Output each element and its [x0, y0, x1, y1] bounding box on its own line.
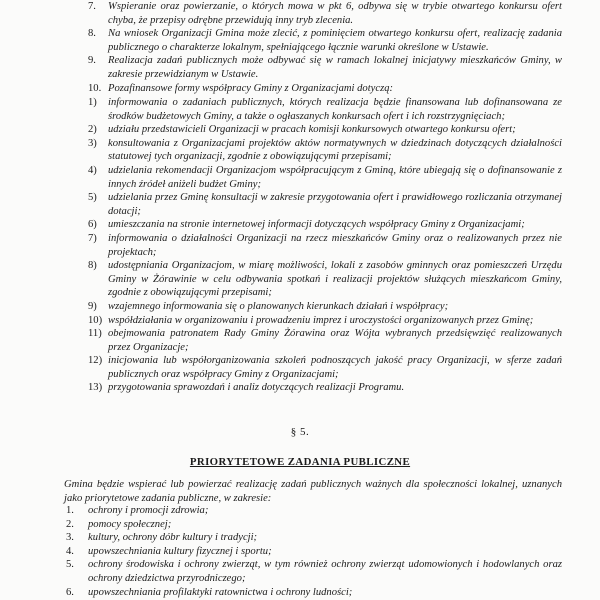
point-text: Realizacja zadań publicznych może odbywać się w ramach lokalnej inicjatywy mieszkańców Gminy, w zakresie przewidzianym w Ustawie.	[108, 55, 562, 80]
item-number: 11)	[88, 328, 102, 340]
item-number: 4)	[88, 164, 97, 176]
item-number: 2.	[66, 518, 74, 530]
list-item	[64, 504, 562, 518]
list-item	[88, 164, 562, 191]
item-number: 3)	[88, 137, 97, 149]
item-number: 10)	[88, 314, 103, 326]
section-intro: Gmina będzie wspierać lub powierzać realizację zadań publicznych ważnych dla społeczności lokalnej, uznanych jako priorytetowe zadania publiczne, w zakresie:	[64, 479, 562, 504]
point-number: 8.	[88, 28, 96, 40]
item-number: 2)	[88, 124, 97, 136]
point-text: Wspieranie oraz powierzanie, o których mowa w pkt 6, odbywa się w trybie otwartego konkursu ofert chyba, że przepisy odrębne przewidują inny tryb zlecenia.	[108, 1, 562, 26]
item-text: udostępniania Organizacjom, w miarę możliwości, lokali z zasobów gminnych oraz pomieszczeń Urzędu Gminy w Żórawinie w celu odbywania spotkań i realizacji projektów służących mieszkańcom Gminy, zgodnie z obowiązującymi przepisami;	[108, 260, 562, 299]
item-text: inicjowania lub współorganizowania szkoleń podnoszących jakość pracy Organizacji, w sferze zadań publicznych oraz współpracy Gminy z Organizacjami;	[108, 355, 562, 380]
item-text: współdziałania w organizowaniu i prowadzeniu imprez i uroczystości organizowanych przez Gminę;	[108, 314, 534, 326]
point-number: 10.	[88, 82, 102, 94]
list-item	[64, 558, 562, 585]
item-number: 8)	[88, 260, 97, 272]
item-number: 5)	[88, 192, 97, 204]
point-number: 9.	[88, 55, 96, 67]
item-number: 6.	[66, 586, 74, 598]
point-text: Na wniosek Organizacji Gmina może zlecić, z pominięciem otwartego konkursu ofert, realizację zadania publicznego o charakterze lokalnym, spełniającego łącznie warunki określone w Ustawie.	[108, 28, 562, 53]
list-item	[88, 218, 562, 232]
list-item	[64, 586, 562, 600]
item-text: informowania o działalności Organizacji na rzecz mieszkańców Gminy oraz o realizowanych przez nie projektach;	[108, 232, 562, 258]
item-number: 6)	[88, 219, 97, 231]
item-text: udzielania rekomendacji Organizacjom współpracującym z Gminą, które ubiegają się o dofinansowanie z innych źródeł aniżeli budżet Gminy;	[108, 164, 562, 190]
section-heading: PRIORYTETOWE ZADANIA PUBLICZNE	[189, 456, 411, 468]
program-point	[88, 27, 562, 54]
item-text: wzajemnego informowania się o planowanych kierunkach działań i współpracy;	[108, 300, 449, 312]
non-financial-forms-list	[88, 96, 562, 395]
paragraph-number: § 5.	[290, 426, 310, 438]
list-item	[88, 123, 562, 137]
program-point	[88, 82, 562, 96]
item-text: konsultowania z Organizacjami projektów aktów normatywnych w dziedzinach dotyczących działalności statutowej tych organizacji, zgodnie z obowiązującymi przepisami;	[108, 137, 562, 163]
point-number: 7.	[88, 1, 96, 12]
item-number: 1)	[88, 97, 97, 108]
list-item	[88, 232, 562, 259]
item-number: 5.	[66, 559, 74, 571]
item-text: informowania o zadaniach publicznych, których realizacja będzie finansowana lub dofinansowana ze środków budżetowych Gminy, a także o ogłaszanych konkursach ofert i ich rozstrzygnięciach;	[108, 97, 562, 122]
list-item	[88, 327, 562, 354]
item-text: udzielania przez Gminę konsultacji w zakresie przygotowania ofert i prawidłowego rozliczania otrzymanej dotacji;	[108, 192, 562, 217]
item-text: ochrony i promocji zdrowia;	[88, 505, 209, 516]
program-point	[88, 54, 562, 81]
item-number: 9)	[88, 300, 97, 312]
list-item	[64, 518, 562, 532]
item-text: pomocy społecznej;	[88, 518, 172, 530]
list-item	[88, 354, 562, 381]
program-points-list	[88, 0, 562, 95]
list-item	[88, 191, 562, 218]
item-number: 12)	[88, 355, 103, 367]
list-item	[88, 314, 562, 328]
item-text: ochrony środowiska i ochrony zwierząt, w tym również ochrony zwierząt udomowionych i hodowlanych oraz ochrony dziedzictwa przyrodniczego;	[88, 559, 562, 584]
list-item	[88, 381, 562, 395]
item-text: upowszechniania kultury fizycznej i sportu;	[88, 545, 272, 557]
list-item	[88, 300, 562, 314]
program-point	[88, 0, 562, 27]
item-number: 13)	[88, 382, 103, 394]
item-number: 3.	[66, 532, 74, 544]
item-number: 1.	[66, 505, 74, 516]
item-number: 4.	[66, 545, 74, 557]
list-item	[64, 531, 562, 545]
item-text: udziału przedstawicieli Organizacji w pracach komisji konkursowych otwartego konkursu ofert;	[108, 124, 516, 136]
priority-tasks-list	[64, 504, 562, 599]
item-number: 7)	[88, 232, 97, 244]
list-item	[88, 96, 562, 123]
list-item	[88, 259, 562, 300]
item-text: upowszechniania profilaktyki ratownictwa i ochrony ludności;	[88, 586, 353, 598]
list-item	[88, 137, 562, 164]
item-text: kultury, ochrony dóbr kultury i tradycji;	[88, 532, 258, 544]
list-item	[64, 545, 562, 559]
item-text: przygotowania sprawozdań i analiz dotyczących realizacji Programu.	[108, 382, 405, 394]
item-text: obejmowania patronatem Rady Gminy Żórawina oraz Wójta wybranych przedsięwzięć realizowanych przez Organizacje;	[108, 328, 562, 353]
item-text: umieszczania na stronie internetowej informacji dotyczących współpracy Gminy z Organizacjami;	[108, 219, 525, 231]
point-text: Pozafinansowe formy współpracy Gminy z Organizacjami dotyczą:	[108, 82, 394, 94]
